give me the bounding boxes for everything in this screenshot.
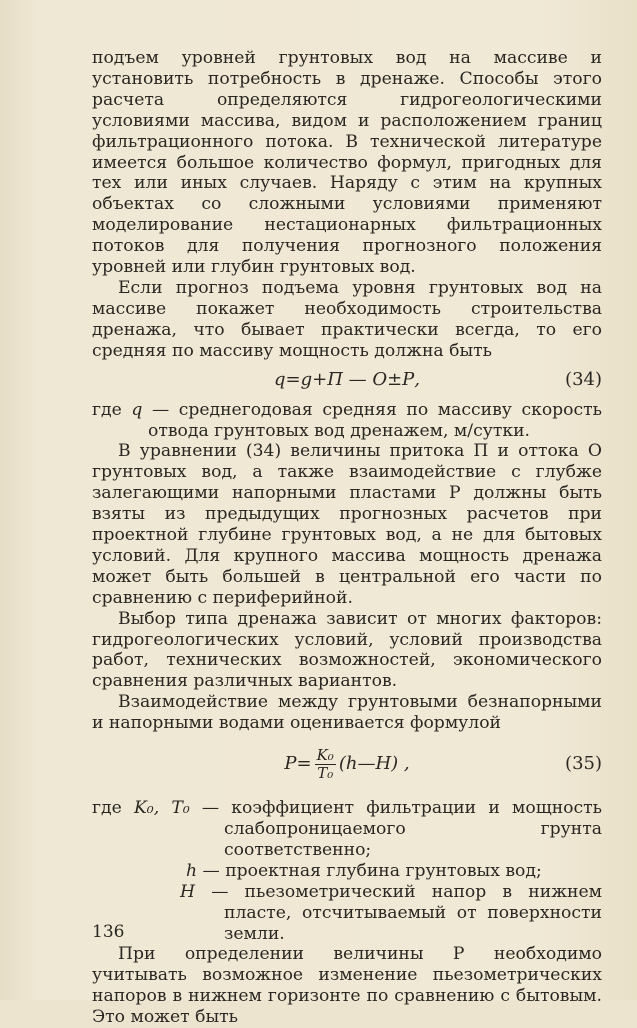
formula-35-left: P= [284, 753, 312, 775]
legend-where-2: где [92, 798, 122, 819]
legend-H [92, 882, 602, 945]
legend-text-h: — проектная глубина грунтовых вод; [202, 860, 542, 881]
legend-h [92, 861, 602, 882]
paragraph-4: Выбор типа дренажа зависит от многих факторов: гидрогеологических условий, условий производства работ, технических возможностей, экономического сравнения различных вариантов. [92, 608, 602, 692]
legend-symbol-k0-t0: K₀, T₀ [133, 798, 190, 819]
legend-text-k0-t0: — коэффициент фильтрации и мощность слабопроницаемого грунта соответственно; [201, 798, 602, 860]
formula-35-number: (35) [565, 753, 602, 775]
formula-34-expression: q=g+П — О±Р, [273, 368, 421, 390]
formula-35 [92, 744, 602, 784]
formula-35-right: (h—H) , [338, 753, 410, 775]
paragraph-3: В уравнении (34) величины притока П и оттока О грунтовых вод, а также взаимодействие с глубже залегающими напорными пластами Р должны быть взяты из предыдущих прогнозных расчетов при проектной глубине грунтовых вод, а не для бытовых условий. Для крупного массива мощность дренажа может быть большей в центральной его части по сравнению с периферийной. [92, 441, 602, 608]
formula-35-legend [92, 798, 602, 861]
paragraph-2: Если прогноз подъема уровня грунтовых вод на массиве покажет необходимость строительства дренажа, что бывает практически всегда, то его средняя по массиву мощность должна быть [92, 277, 602, 361]
legend-symbol-q: q [131, 399, 143, 420]
legend-symbol-h: h [186, 860, 198, 881]
formula-35-fraction [315, 747, 336, 782]
paragraph-5: Взаимодействие между грунтовыми безнапорными и напорными водами оценивается формулой [92, 692, 602, 734]
legend-where: где [92, 399, 122, 420]
paragraph-6: При определении величины Р необходимо учитывать возможное изменение пьезометрических напоров в нижнем горизонте по сравнению с бытовым. Это может быть [92, 944, 602, 1028]
legend-text-q: — среднегодовая средняя по массиву скорость отвода грунтовых вод дренажем, м/сутки. [148, 399, 603, 441]
formula-34-number: (34) [565, 368, 602, 390]
fraction-denominator: T₀ [317, 763, 334, 782]
formula-34 [92, 368, 602, 392]
legend-text-H: — пьезометрический напор в нижнем пласте, отсчитываемый от поверхности земли. [211, 881, 602, 944]
formula-34-legend [92, 400, 602, 442]
paragraph-1: подъем уровней грунтовых вод на массиве и установить потребность в дренаже. Способы этого расчета определяются гидрогеологическими условиями массива, видом и расположением границ фильтрационного потока. В технической литературе имеется большое количество формул, пригодных для тех или иных случаев. Наряду с этим на крупных объектах со сложными условиями применяют моделирование нестационарных фильтрационных потоков для получения прогнозного положения уровней или глубин грунтовых вод. [92, 48, 602, 278]
text-column [92, 48, 602, 1028]
legend-symbol-H: H [180, 881, 195, 902]
fraction-numerator: K₀ [316, 745, 334, 764]
page-number: 136 [92, 922, 125, 942]
